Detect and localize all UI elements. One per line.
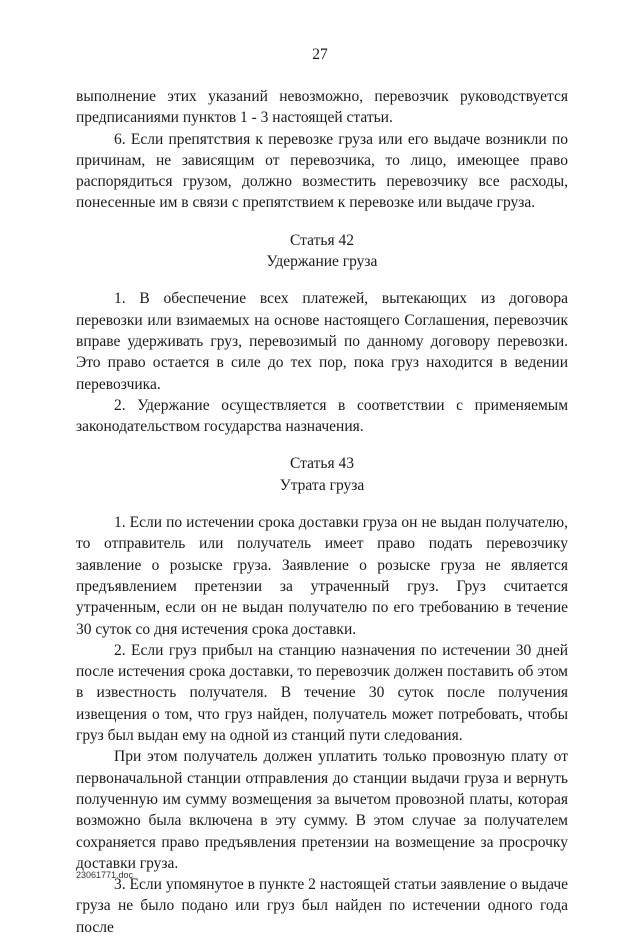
document-body	[76, 86, 568, 938]
page-number: 27	[312, 46, 328, 63]
article-42-number: Статья 42	[290, 231, 354, 249]
article-42-heading-block	[76, 230, 568, 273]
article-42-title: Удержание груза	[266, 253, 378, 271]
article-43-paragraph-2: 2. Если груз прибыл на станцию назначения по истечении 30 дней после истечения срока доставки, то перевозчик должен поставить об этом в известность получателя. В течение 30 суток после получения извещения о том, что груз найден, получатель может потребовать, чтобы груз был выдан ему на одной из станций пути следования.	[76, 641, 568, 745]
file-name-footer: 23061771.doc	[76, 870, 134, 880]
clause-6-paragraph: 6. Если препятствия к перевозке груза или его выдаче возникли по причинам, не зависящим от перевозчика, то лицо, имеющее право распорядиться грузом, должно возместить перевозчику все расходы, понесенные им в связи с препятствием к перевозке или выдаче груза.	[76, 130, 568, 212]
article-43-paragraph-1: 1. Если по истечении срока доставки груза он не выдан получателю, то отправитель или получатель имеет право подать перевозчику заявление о розыске груза. Заявление о розыске груза не является предъявлением претензии за утраченный груз. Груз считается утраченным, если он не выдан получателю по его требованию в течение 30 суток со дня истечения срока доставки.	[76, 514, 568, 638]
article-43-heading-block	[76, 453, 568, 496]
article-42-paragraph-2: 2. Удержание осуществляется в соответствии с применяемым законодательством государства назначения.	[76, 396, 568, 436]
article-42-paragraph-1: 1. В обеспечение всех платежей, вытекающих из договора перевозки или взимаемых на основе настоящего Соглашения, перевозчик вправе удерживать груз, перевозимый по данному договору перевозки. Это право остается в силе до тех пор, пока груз находится в ведении перевозчика.	[76, 290, 568, 393]
article-43-number: Статья 43	[290, 455, 354, 473]
continuation-paragraph: выполнение этих указаний невозможно, перевозчик руководствуется предписаниями пунктов 1 - 3 настоящей статьи.	[76, 88, 568, 127]
article-43-title: Утрата груза	[279, 476, 365, 494]
article-43-paragraph-3: При этом получатель должен уплатить только провозную плату от первоначальной станции отправления до станции выдачи груза и вернуть полученную им сумму возмещения за вычетом провозной платы, которая возможно была включена в эту сумму. В этом случае за получателем сохраняется право предъявления претензии на возмещение за просрочку доставки груза.	[76, 748, 568, 872]
article-43-paragraph-4: 3. Если упомянутое в пункте 2 настоящей статьи заявление о выдаче груза не было подано или груз был найден по истечении одного года после	[76, 876, 568, 936]
